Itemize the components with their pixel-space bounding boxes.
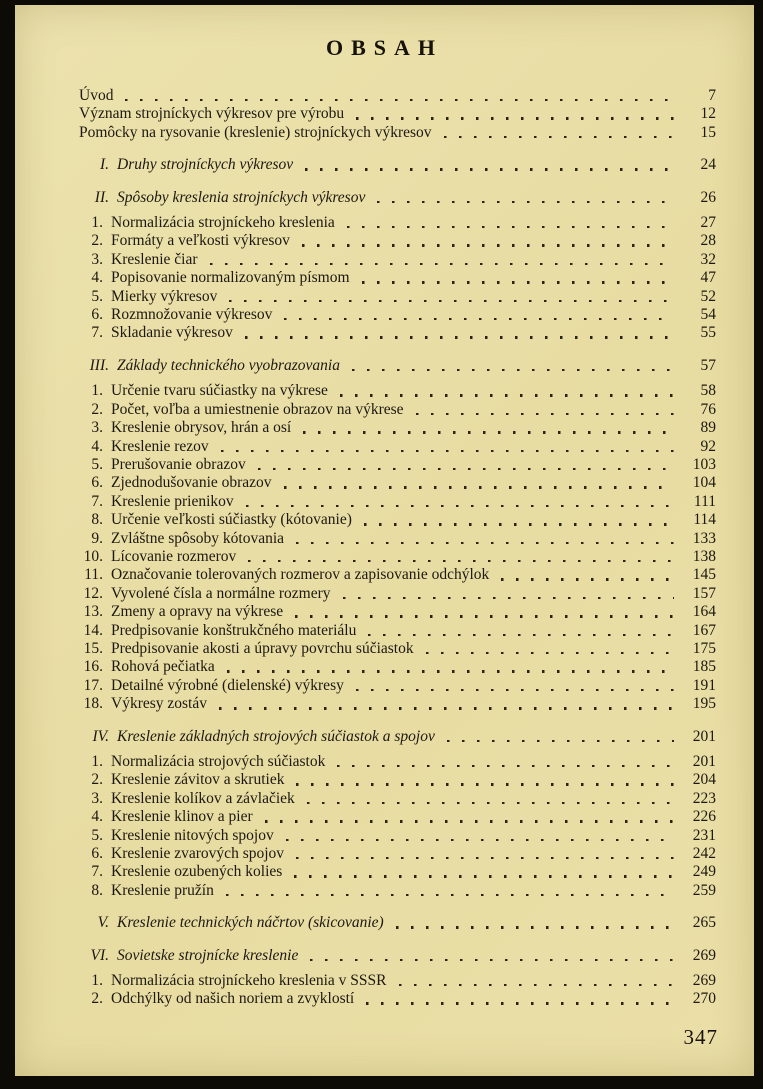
entry-number: 6. [91, 845, 103, 863]
entry-page: 26 [700, 188, 716, 206]
toc-section-heading [79, 189, 716, 207]
leader-dots [399, 984, 675, 986]
entry-page: 157 [692, 584, 716, 602]
entry-page: 111 [693, 492, 716, 510]
entry-label: Kreslenie rezov [111, 437, 209, 455]
entry-page: 52 [700, 287, 716, 305]
entry-number: 3. [91, 419, 103, 437]
entry-number: 13. [83, 603, 103, 621]
leader-dots [294, 875, 674, 877]
leader-dots [296, 857, 674, 859]
leader-dots [296, 783, 674, 785]
toc-entry [79, 269, 716, 287]
entry-page: 58 [700, 382, 716, 400]
leader-dots [284, 318, 674, 320]
entry-page: 269 [692, 972, 716, 990]
leader-dots [368, 634, 674, 636]
entry-label: Úvod [79, 87, 114, 104]
toc-entry [79, 808, 716, 826]
toc-entry [79, 622, 716, 640]
page-number: 347 [683, 1025, 718, 1049]
toc-entry [79, 845, 716, 863]
entry-label: Lícovanie rozmerov [111, 547, 237, 565]
entry-page: 249 [692, 863, 716, 881]
leader-dots [295, 615, 674, 617]
page-title: OBSAH [325, 35, 444, 60]
toc-entry [79, 548, 716, 566]
entry-page: 89 [700, 419, 716, 437]
entry-number: 7. [91, 863, 103, 881]
entry-page: 265 [692, 914, 716, 932]
entry-number: V. [97, 914, 109, 932]
entry-number: II. [94, 188, 109, 206]
entry-label: Predpisovanie konštrukčného materiálu [111, 621, 357, 639]
leader-dots [246, 505, 674, 507]
entry-label: Prerušovanie obrazov [111, 455, 246, 473]
entry-label: Mierky výkresov [111, 287, 218, 305]
leader-dots [337, 765, 674, 767]
entry-number: 14. [83, 621, 103, 639]
entry-label: Kreslenie zvarových spojov [111, 845, 285, 863]
leader-dots [501, 578, 674, 580]
leader-dots [356, 117, 674, 119]
leader-dots [366, 1002, 674, 1004]
entry-number: 5. [91, 287, 103, 305]
entry-page: 92 [700, 437, 716, 455]
entry-label: Popisovanie normalizovaným písmom [111, 269, 350, 287]
entry-page: 114 [693, 511, 716, 529]
leader-dots [226, 894, 674, 896]
entry-label: Pomôcky na rysovanie (kreslenie) strojníckych výkresov [79, 123, 432, 141]
entry-number: 9. [91, 529, 103, 547]
entry-label: Kreslenie pružín [111, 881, 214, 899]
toc-entry [79, 232, 716, 250]
leader-dots [219, 707, 674, 709]
leader-dots [305, 168, 674, 170]
leader-dots [396, 926, 674, 928]
toc-section-heading [79, 728, 716, 746]
entry-number: IV. [92, 727, 109, 745]
entry-page: 104 [692, 474, 716, 492]
entry-number: III. [89, 356, 109, 374]
entry-page: 12 [700, 105, 716, 123]
leader-dots [125, 99, 674, 101]
toc-entry [79, 863, 716, 881]
entry-label: Zvláštne spôsoby kótovania [111, 529, 285, 547]
entry-page: 201 [692, 753, 716, 770]
entry-label: Detailné výrobné (dielenské) výkresy [111, 676, 344, 694]
entry-label: Skladanie výkresov [111, 324, 233, 342]
entry-label: Kreslenie kolíkov a závlačiek [111, 789, 295, 807]
leader-dots [307, 802, 674, 804]
toc-entry [79, 401, 716, 419]
entry-page: 27 [700, 214, 716, 232]
toc-section-heading [79, 357, 716, 375]
entry-label: Kreslenie obrysov, hrán a osí [111, 419, 292, 437]
entry-label: Predpisovanie akosti a úpravy povrchu súčiastok [111, 639, 414, 657]
entry-number: 2. [91, 232, 103, 250]
leader-dots [284, 486, 674, 488]
entry-number: 2. [91, 400, 103, 418]
entry-number: 15. [83, 639, 103, 657]
entry-number: 3. [91, 789, 103, 807]
toc-entry [79, 990, 716, 1008]
toc-entry [79, 695, 716, 713]
entry-number: 4. [91, 269, 103, 287]
toc-entry [79, 288, 716, 306]
entry-label: Kreslenie ozubených kolies [111, 863, 283, 881]
entry-label: Rozmnožovanie výkresov [111, 306, 273, 324]
entry-label: Zjednodušovanie obrazov [111, 474, 272, 492]
toc-entry [79, 324, 716, 342]
entry-label: Odchýlky od našich noriem a zvyklostí [111, 990, 355, 1008]
entry-number: 18. [83, 695, 103, 713]
entry-page: 195 [692, 695, 716, 713]
entry-page: 32 [700, 250, 716, 268]
entry-label: Počet, voľba a umiestnenie obrazov na výkrese [111, 400, 404, 418]
toc-entry [79, 214, 716, 232]
entry-page: 24 [700, 156, 716, 174]
entry-label: Označovanie tolerovaných rozmerov a zapisovanie odchýlok [111, 566, 490, 584]
entry-number: I. [99, 156, 109, 174]
leader-dots [340, 394, 674, 396]
toc-entry [79, 493, 716, 511]
entry-number: 2. [91, 990, 103, 1008]
leader-dots [416, 413, 674, 415]
leader-dots [210, 263, 675, 265]
leader-dots [303, 431, 674, 433]
entry-label: Určenie tvaru súčiastky na výkrese [111, 382, 328, 400]
toc-entry [79, 105, 716, 123]
entry-page: 231 [692, 826, 716, 844]
entry-number: 8. [91, 881, 103, 899]
toc-entry [79, 511, 716, 529]
entry-page: 138 [692, 547, 716, 565]
leader-dots [377, 201, 674, 203]
toc-entry [79, 640, 716, 658]
leader-dots [343, 597, 675, 599]
entry-label: Kreslenie základných strojových súčiastok a spojov [117, 727, 435, 745]
entry-page: 103 [692, 455, 716, 473]
entry-page: 270 [692, 990, 716, 1008]
entry-number: 7. [91, 324, 103, 342]
entry-page: 145 [692, 566, 716, 584]
toc-entry [79, 124, 716, 142]
entry-number: 12. [83, 584, 103, 602]
book-page [15, 5, 754, 1076]
entry-label: Kreslenie prienikov [111, 492, 234, 510]
entry-number: 4. [91, 808, 103, 826]
entry-number: 10. [83, 547, 103, 565]
entry-page: 76 [700, 400, 716, 418]
entry-label: Formáty a veľkosti výkresov [111, 232, 290, 250]
toc-entry [79, 87, 716, 105]
leader-dots [245, 336, 674, 338]
table-of-contents [79, 87, 716, 1009]
entry-label: Kreslenie závitov a skrutiek [111, 771, 285, 789]
toc-entry [79, 251, 716, 269]
entry-page: 204 [692, 771, 716, 789]
toc-entry [79, 382, 716, 400]
entry-number: 1. [91, 972, 103, 990]
entry-page: 201 [692, 727, 716, 745]
entry-number: 3. [91, 250, 103, 268]
entry-page: 55 [700, 324, 716, 342]
entry-page: 226 [692, 808, 716, 826]
leader-dots [352, 369, 674, 371]
entry-number: 6. [91, 474, 103, 492]
entry-number: VI. [90, 946, 109, 964]
leader-dots [221, 450, 674, 452]
leader-dots [347, 226, 674, 228]
leader-dots [447, 740, 674, 742]
entry-number: 4. [91, 437, 103, 455]
entry-page: 47 [700, 269, 716, 287]
toc-entry [79, 474, 716, 492]
entry-number: 5. [91, 826, 103, 844]
toc-entry [79, 658, 716, 676]
entry-label: Normalizácia strojníckeho kreslenia v SSSR [111, 972, 387, 990]
entry-label: Výkresy zostáv [111, 695, 207, 713]
entry-page: 54 [700, 306, 716, 324]
entry-page: 259 [692, 881, 716, 899]
entry-page: 28 [700, 232, 716, 250]
entry-page: 133 [692, 529, 716, 547]
leader-dots [302, 244, 674, 246]
toc-entry [79, 677, 716, 695]
leader-dots [265, 820, 674, 822]
toc-entry [79, 306, 716, 324]
toc-section-heading [79, 914, 716, 932]
leader-dots [258, 468, 674, 470]
toc-entry [79, 882, 716, 900]
toc-entry [79, 530, 716, 548]
entry-label: Kreslenie klinov a pier [111, 808, 253, 826]
entry-label: Sovietske strojnícke kreslenie [117, 946, 299, 964]
entry-page: 57 [700, 356, 716, 374]
toc-entry [79, 827, 716, 845]
leader-dots [356, 689, 674, 691]
leader-dots [444, 136, 674, 138]
entry-page: 185 [692, 658, 716, 676]
entry-number: 16. [83, 658, 103, 676]
leader-dots [364, 523, 674, 525]
entry-number: 5. [91, 455, 103, 473]
entry-number: 1. [91, 382, 103, 400]
entry-page: 242 [692, 845, 716, 863]
entry-number: 7. [91, 492, 103, 510]
leader-dots [310, 959, 674, 961]
toc-entry [79, 790, 716, 808]
leader-dots [296, 542, 674, 544]
entry-page: 167 [692, 621, 716, 639]
entry-label: Normalizácia strojových súčiastok [111, 753, 326, 770]
entry-label: Zmeny a opravy na výkrese [111, 603, 284, 621]
entry-label: Kreslenie čiar [111, 250, 198, 268]
leader-dots [229, 300, 674, 302]
toc-entry [79, 419, 716, 437]
toc-section-heading [79, 947, 716, 965]
entry-number: 2. [91, 771, 103, 789]
entry-page: 191 [692, 676, 716, 694]
entry-number: 1. [91, 753, 103, 770]
entry-page: 15 [700, 123, 716, 141]
toc-entry [79, 585, 716, 603]
entry-label: Určenie veľkosti súčiastky (kótovanie) [111, 511, 352, 529]
leader-dots [248, 560, 674, 562]
leader-dots [426, 652, 674, 654]
entry-page: 269 [692, 946, 716, 964]
entry-number: 6. [91, 306, 103, 324]
toc-entry [79, 566, 716, 584]
entry-page: 7 [708, 87, 716, 104]
toc-entry [79, 753, 716, 771]
toc-entry [79, 438, 716, 456]
entry-label: Druhy strojníckych výkresov [117, 156, 294, 174]
toc-entry [79, 771, 716, 789]
entry-label: Normalizácia strojníckeho kreslenia [111, 214, 335, 232]
entry-page: 223 [692, 789, 716, 807]
entry-number: 8. [91, 511, 103, 529]
entry-label: Spôsoby kreslenia strojníckych výkresov [117, 188, 366, 206]
entry-page: 175 [692, 639, 716, 657]
entry-label: Základy technického vyobrazovania [117, 356, 340, 374]
entry-number: 1. [91, 214, 103, 232]
toc-entry [79, 456, 716, 474]
leader-dots [286, 839, 674, 841]
entry-label: Vyvolené čísla a normálne rozmery [111, 584, 331, 602]
toc-section-heading [79, 156, 716, 174]
entry-number: 11. [84, 566, 103, 584]
entry-label: Kreslenie technických náčrtov (skicovanie) [117, 914, 384, 932]
entry-label: Kreslenie nitových spojov [111, 826, 274, 844]
toc-entry [79, 603, 716, 621]
entry-page: 164 [692, 603, 716, 621]
leader-dots [362, 281, 674, 283]
entry-label: Rohová pečiatka [111, 658, 215, 676]
entry-label: Význam strojníckych výkresov pre výrobu [79, 105, 345, 123]
toc-entry [79, 972, 716, 990]
leader-dots [227, 670, 674, 672]
entry-number: 17. [83, 676, 103, 694]
